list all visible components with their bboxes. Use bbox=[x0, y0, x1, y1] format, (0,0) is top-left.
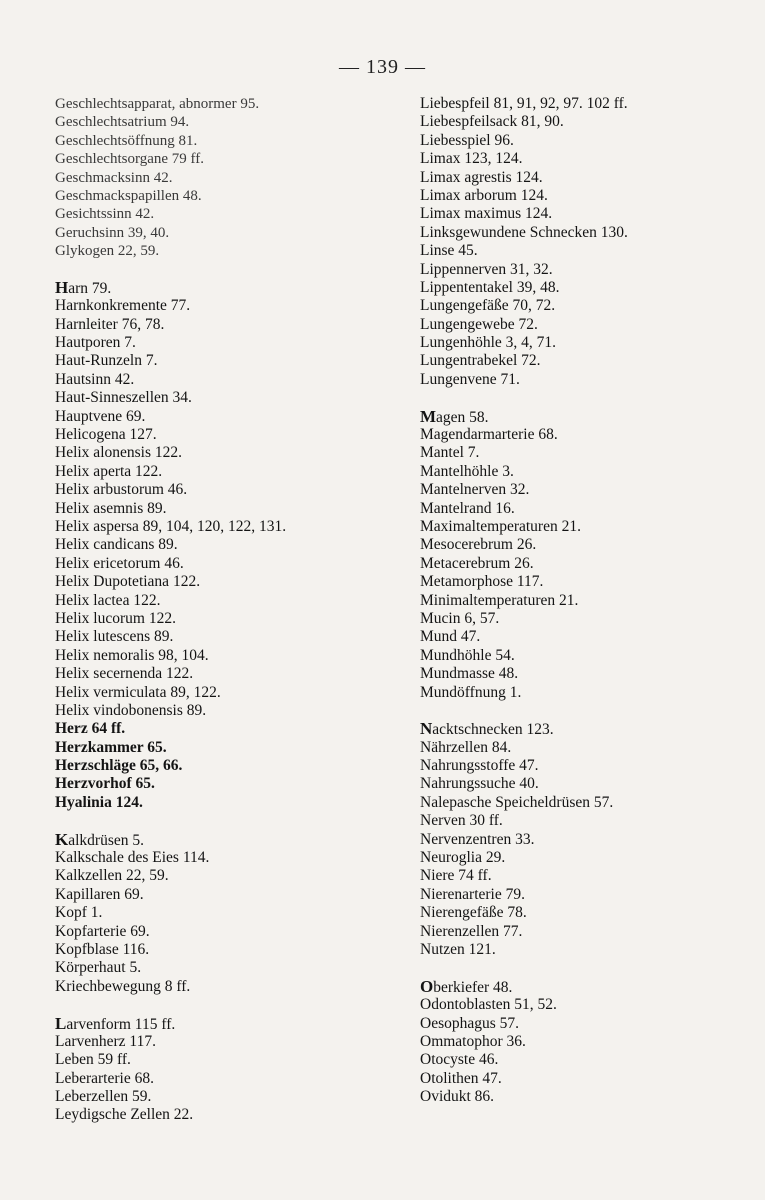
index-entry: Otocyste 46. bbox=[420, 1051, 499, 1069]
index-entry: Kopfarterie 69. bbox=[55, 922, 150, 940]
index-entry: Helix secernenda 122. bbox=[55, 665, 194, 683]
section-gap bbox=[55, 261, 385, 279]
index-entry: Helix aspersa 89, 104, 120, 122, 131. bbox=[55, 517, 287, 535]
index-entry: Nacktschnecken 123. bbox=[420, 719, 554, 739]
index-entry: Mantelrand 16. bbox=[420, 499, 515, 517]
index-entry: Helix arbustorum 46. bbox=[55, 481, 188, 499]
index-entry: Hauptvene 69. bbox=[55, 407, 146, 425]
index-entry: Kriechbewegung 8 ff. bbox=[55, 977, 191, 995]
index-entry: Helix ericetorum 46. bbox=[55, 554, 184, 572]
index-entry: Harnkonkremente 77. bbox=[55, 297, 191, 315]
index-entry: Mantelhöhle 3. bbox=[420, 462, 514, 480]
index-entry: Leben 59 ff. bbox=[55, 1051, 131, 1069]
index-entry: Helix nemoralis 98, 104. bbox=[55, 646, 209, 664]
index-entry: Lungengefäße 70, 72. bbox=[420, 297, 556, 315]
index-entry: Oberkiefer 48. bbox=[420, 976, 513, 996]
page-number: — 139 — bbox=[339, 56, 426, 78]
index-entry: Liebespfeilsack 81, 90. bbox=[420, 113, 564, 131]
index-entry: Lungentrabekel 72. bbox=[420, 352, 541, 370]
index-entry: Mesocerebrum 26. bbox=[420, 536, 537, 554]
index-entry: Limax agrestis 124. bbox=[420, 168, 543, 186]
index-entry: Geschlechtsöffnung 81. bbox=[55, 132, 198, 149]
index-entry: Mundmasse 48. bbox=[420, 665, 519, 683]
index-entry: Magen 58. bbox=[420, 406, 489, 426]
index-entry: Nahrungsstoffe 47. bbox=[420, 757, 539, 775]
index-entry: Otolithen 47. bbox=[420, 1069, 502, 1087]
index-entry: Nervenzentren 33. bbox=[420, 830, 535, 848]
index-entry: Limax 123, 124. bbox=[420, 150, 523, 168]
index-entry: Nalepasche Speicheldrüsen 57. bbox=[420, 793, 614, 811]
index-entry: Linse 45. bbox=[420, 242, 478, 260]
index-entry: Hyalinia 124. bbox=[55, 793, 143, 811]
index-entry: Haut-Runzeln 7. bbox=[55, 352, 158, 370]
index-entry: Mundhöhle 54. bbox=[420, 646, 515, 664]
index-entry: Haut-Sinneszellen 34. bbox=[55, 389, 192, 407]
index-entry: Lippententakel 39, 48. bbox=[420, 278, 560, 296]
index-entry: Ommatophor 36. bbox=[420, 1032, 526, 1050]
index-entry: Herz 64 ff. bbox=[55, 720, 126, 738]
index-entry: Nierenarterie 79. bbox=[420, 885, 525, 903]
section-gap bbox=[420, 389, 750, 407]
index-entry: Glykogen 22, 59. bbox=[55, 243, 160, 260]
index-entry: Kopfblase 116. bbox=[55, 940, 150, 958]
index-entry: Harnleiter 76, 78. bbox=[55, 315, 165, 333]
index-entry: Helicogena 127. bbox=[55, 426, 157, 444]
index-entry: Lungenhöhle 3, 4, 71. bbox=[420, 334, 557, 352]
index-entry: Hautporen 7. bbox=[55, 334, 136, 352]
index-entry: Helix alonensis 122. bbox=[55, 444, 182, 462]
index-entry: Geruchsinn 39, 40. bbox=[55, 224, 170, 241]
index-entry: Helix aperta 122. bbox=[55, 462, 163, 480]
index-entry: Lungengewebe 72. bbox=[420, 315, 538, 333]
index-entry: Lungenvene 71. bbox=[420, 370, 520, 388]
index-entry: Helix lactea 122. bbox=[55, 591, 161, 609]
index-entry: Mundöffnung 1. bbox=[420, 683, 522, 701]
index-entry: Ovidukt 86. bbox=[420, 1088, 495, 1106]
index-column-left bbox=[55, 95, 385, 1125]
index-entry: Minimaltemperaturen 21. bbox=[420, 591, 579, 609]
index-entry: Nutzen 121. bbox=[420, 940, 496, 958]
index-entry: Nahrungssuche 40. bbox=[420, 775, 539, 793]
index-entry: Herzkammer 65. bbox=[55, 738, 167, 756]
index-entry: Helix vindobonensis 89. bbox=[55, 701, 207, 719]
index-entry: Oesophagus 57. bbox=[420, 1014, 520, 1032]
index-entry: Mantelnerven 32. bbox=[420, 481, 530, 499]
index-entry: Hautsinn 42. bbox=[55, 370, 135, 388]
index-entry: Larvenform 115 ff. bbox=[55, 1013, 176, 1033]
index-entry: Nerven 30 ff. bbox=[420, 812, 503, 830]
index-entry: Nierenzellen 77. bbox=[420, 922, 523, 940]
index-entry: Helix lutescens 89. bbox=[55, 628, 174, 646]
index-entry: Geschlechtsorgane 79 ff. bbox=[55, 151, 204, 168]
index-entry: Helix candicans 89. bbox=[55, 536, 178, 554]
index-entry: Linksgewundene Schnecken 130. bbox=[420, 223, 628, 241]
index-entry: Kalkzellen 22, 59. bbox=[55, 867, 169, 885]
index-entry: Kapillaren 69. bbox=[55, 885, 144, 903]
index-entry: Lippennerven 31, 32. bbox=[420, 260, 553, 278]
index-entry: Larvenherz 117. bbox=[55, 1032, 156, 1050]
index-entry: Limax arborum 124. bbox=[420, 186, 548, 204]
index-entry: Leydigsche Zellen 22. bbox=[55, 1106, 194, 1124]
index-entry: Metamorphose 117. bbox=[420, 573, 544, 591]
index-entry: Geschlechtsapparat, abnormer 95. bbox=[55, 96, 260, 112]
index-entry: Nierengefäße 78. bbox=[420, 904, 527, 922]
index-entry: Leberarterie 68. bbox=[55, 1069, 154, 1087]
index-entry: Liebesspiel 96. bbox=[420, 131, 514, 149]
index-entry: Neuroglia 29. bbox=[420, 849, 506, 867]
index-entry: Helix Dupotetiana 122. bbox=[55, 573, 201, 591]
index-entry: Geschmackspapillen 48. bbox=[55, 187, 202, 204]
index-entry: Liebespfeil 81, 91, 92, 97. 102 ff. bbox=[420, 95, 628, 112]
index-entry: Helix lucorum 122. bbox=[55, 609, 176, 627]
index-entry: Maximaltemperaturen 21. bbox=[420, 517, 581, 535]
section-gap bbox=[420, 959, 750, 977]
index-entry: Magendarmarterie 68. bbox=[420, 426, 558, 444]
index-entry: Harn 79. bbox=[55, 277, 112, 297]
index-entry: Mantel 7. bbox=[420, 444, 480, 462]
section-gap bbox=[420, 702, 750, 720]
index-entry: Nährzellen 84. bbox=[420, 738, 512, 756]
index-entry: Odontoblasten 51, 52. bbox=[420, 996, 557, 1014]
index-entry: Herzschläge 65, 66. bbox=[55, 757, 183, 775]
section-gap bbox=[55, 996, 385, 1014]
index-column-right bbox=[420, 95, 750, 1106]
index-entry: Helix asemnis 89. bbox=[55, 499, 167, 517]
index-entry: Limax maximus 124. bbox=[420, 205, 553, 223]
index-entry: Leberzellen 59. bbox=[55, 1088, 152, 1106]
index-entry: Metacerebrum 26. bbox=[420, 554, 534, 572]
index-entry: Gesichtssinn 42. bbox=[55, 206, 155, 223]
section-gap bbox=[55, 812, 385, 830]
index-entry: Herzvorhof 65. bbox=[55, 775, 155, 793]
index-entry: Geschmacksinn 42. bbox=[55, 169, 173, 186]
index-entry: Mucin 6, 57. bbox=[420, 609, 500, 627]
index-entry: Kalkschale des Eies 114. bbox=[55, 849, 210, 867]
index-entry: Kopf 1. bbox=[55, 904, 103, 922]
index-entry: Geschlechtsatrium 94. bbox=[55, 114, 190, 131]
index-entry: Kalkdrüsen 5. bbox=[55, 829, 144, 849]
index-entry: Körperhaut 5. bbox=[55, 959, 142, 977]
index-entry: Niere 74 ff. bbox=[420, 867, 492, 885]
index-entry: Helix vermiculata 89, 122. bbox=[55, 683, 221, 701]
index-entry: Mund 47. bbox=[420, 628, 481, 646]
